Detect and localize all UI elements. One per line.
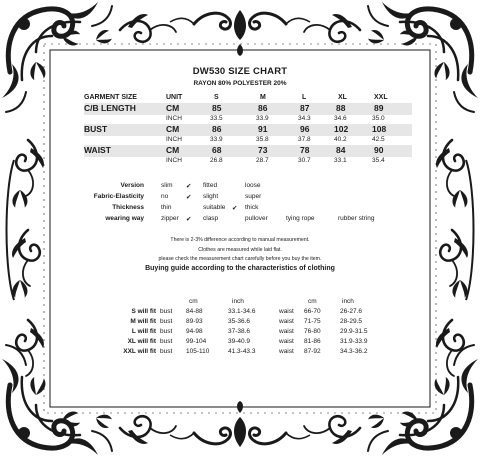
attr-label-wearing-way: wearing way [105, 215, 144, 222]
row-label-waist: WAIST [84, 145, 111, 155]
fabric-composition: RAYON 80% POLYESTER 20% [193, 80, 287, 87]
guide-part: bust [160, 308, 173, 315]
value-inch: 35.4 [372, 157, 385, 164]
guide-part: waist [279, 338, 294, 345]
row-label-bust: BUST [84, 124, 108, 134]
chart-title: DW530 SIZE CHART [192, 66, 288, 77]
guide-part: bust [160, 338, 173, 345]
guide-inch: 35-36.6 [228, 318, 251, 325]
guide-header-inch: inch [232, 298, 244, 305]
guide-part: waist [279, 348, 294, 355]
value-cm: 84 [336, 145, 346, 155]
attr-option: slim [161, 182, 173, 189]
value-inch: 34.6 [334, 115, 347, 122]
value-inch: 33.9 [210, 136, 223, 143]
guide-cm: 87-92 [304, 348, 321, 355]
check-mark-icon: ✔ [186, 194, 192, 201]
attr-option: fitted [203, 182, 218, 189]
guide-cm: 66-70 [304, 308, 321, 315]
unit-cm: CM [166, 145, 180, 155]
attr-option: zipper [161, 215, 179, 222]
value-inch: 26.8 [210, 157, 223, 164]
unit-cm: CM [166, 103, 180, 113]
value-inch: 40.2 [334, 136, 347, 143]
size-chart-panel [62, 62, 418, 392]
row-band-bust [84, 124, 412, 136]
value-inch: 30.7 [298, 157, 311, 164]
attr-option: super [245, 193, 262, 200]
guide-inch: 29.9-31.5 [340, 328, 368, 335]
guide-cm: 84-88 [186, 308, 203, 315]
value-inch: 28.7 [256, 157, 269, 164]
row-band-waist [84, 145, 412, 157]
guide-size-label: L will fit [131, 328, 156, 335]
value-cm: 86 [212, 124, 222, 134]
header-garment-size: GARMENT SIZE [84, 94, 137, 101]
value-cm: 96 [300, 124, 310, 134]
guide-header-inch: inch [342, 298, 354, 305]
guide-cm: 81-86 [304, 338, 321, 345]
attr-option: no [161, 193, 169, 200]
value-cm: 86 [258, 103, 268, 113]
attr-option: clasp [203, 215, 219, 222]
guide-cm: 76-80 [304, 328, 321, 335]
value-cm: 87 [300, 103, 310, 113]
attr-option: rubber string [338, 215, 375, 222]
header-unit: UNIT [166, 94, 183, 101]
value-cm: 89 [374, 103, 384, 113]
value-cm: 68 [212, 145, 222, 155]
value-inch: 34.3 [298, 115, 311, 122]
check-mark-icon: ✔ [232, 205, 238, 212]
value-cm: 90 [374, 145, 384, 155]
guide-inch: 39-40.9 [228, 338, 251, 345]
guide-inch: 28-29.5 [340, 318, 363, 325]
attr-option: slight [203, 193, 219, 200]
header-size-m: M [260, 94, 266, 101]
guide-inch: 34.3-36.2 [340, 348, 368, 355]
guide-header-cm: cm [308, 298, 317, 305]
value-inch: 35.0 [372, 115, 385, 122]
guide-size-label: XXL will fit [123, 348, 156, 355]
attr-label-thickness: Thickness [112, 204, 144, 211]
attr-label-fabric-elasticity: Fabric-Elasticity [93, 193, 144, 200]
guide-part: bust [160, 318, 173, 325]
guide-cm: 89-93 [186, 318, 203, 325]
check-mark-icon: ✔ [186, 183, 192, 190]
guide-inch: 41.3-43.3 [228, 348, 256, 355]
value-inch: 35.8 [256, 136, 269, 143]
value-cm: 108 [372, 124, 387, 134]
guide-part: waist [279, 328, 294, 335]
unit-cm: CM [166, 124, 180, 134]
guide-size-label: XL will fit [127, 338, 156, 345]
unit-inch: INCH [166, 136, 182, 143]
row-label-cb-length: C/B LENGTH [84, 103, 136, 113]
value-cm: 88 [336, 103, 346, 113]
guide-cm: 94-98 [186, 328, 203, 335]
guide-cm: 105-110 [186, 348, 210, 355]
guide-part: waist [279, 308, 294, 315]
attr-option: suitable [203, 204, 226, 211]
attr-option: thick [245, 204, 259, 211]
attr-option: thin [161, 204, 172, 211]
attr-label-version: Version [120, 182, 144, 189]
guide-part: bust [160, 348, 173, 355]
attr-option: pullover [245, 215, 268, 222]
buying-guide-title: Buying guide according to the characteristics of clothing [145, 265, 335, 272]
guide-part: bust [160, 328, 173, 335]
note-check-chart: please check the measurement chart carefully before you buy the item. [158, 256, 322, 262]
attr-option: tying rope [286, 215, 315, 222]
guide-inch: 26-27.6 [340, 308, 363, 315]
value-cm: 102 [334, 124, 349, 134]
value-inch: 37.8 [298, 136, 311, 143]
header-size-xxl: XXL [374, 94, 388, 101]
guide-part: waist [279, 318, 294, 325]
value-cm: 78 [300, 145, 310, 155]
guide-size-label: S will fit [131, 308, 156, 315]
unit-inch: INCH [166, 157, 182, 164]
unit-inch: INCH [166, 115, 182, 122]
guide-inch: 37-38.6 [228, 328, 251, 335]
value-cm: 91 [258, 124, 268, 134]
attr-option: loose [245, 182, 261, 189]
check-mark-icon: ✔ [186, 216, 192, 223]
value-inch: 33.9 [256, 115, 269, 122]
guide-size-label: M will fit [130, 318, 156, 325]
note-laid-flat: Clothes are measured while laid flat. [198, 247, 282, 253]
value-inch: 33.1 [334, 157, 347, 164]
value-cm: 85 [212, 103, 222, 113]
guide-cm: 71-75 [304, 318, 321, 325]
header-size-xl: XL [338, 94, 347, 101]
header-size-l: L [302, 94, 307, 101]
guide-cm: 99-104 [186, 338, 207, 345]
value-cm: 73 [258, 145, 268, 155]
note-measurement-difference: There is 2-3% difference according to manual measurement. [170, 237, 310, 243]
guide-inch: 31.9-33.9 [340, 338, 368, 345]
value-inch: 42.5 [372, 136, 385, 143]
guide-header-cm: cm [189, 298, 198, 305]
value-inch: 33.5 [210, 115, 223, 122]
guide-inch: 33.1-34.6 [228, 308, 256, 315]
header-size-s: S [214, 94, 219, 101]
